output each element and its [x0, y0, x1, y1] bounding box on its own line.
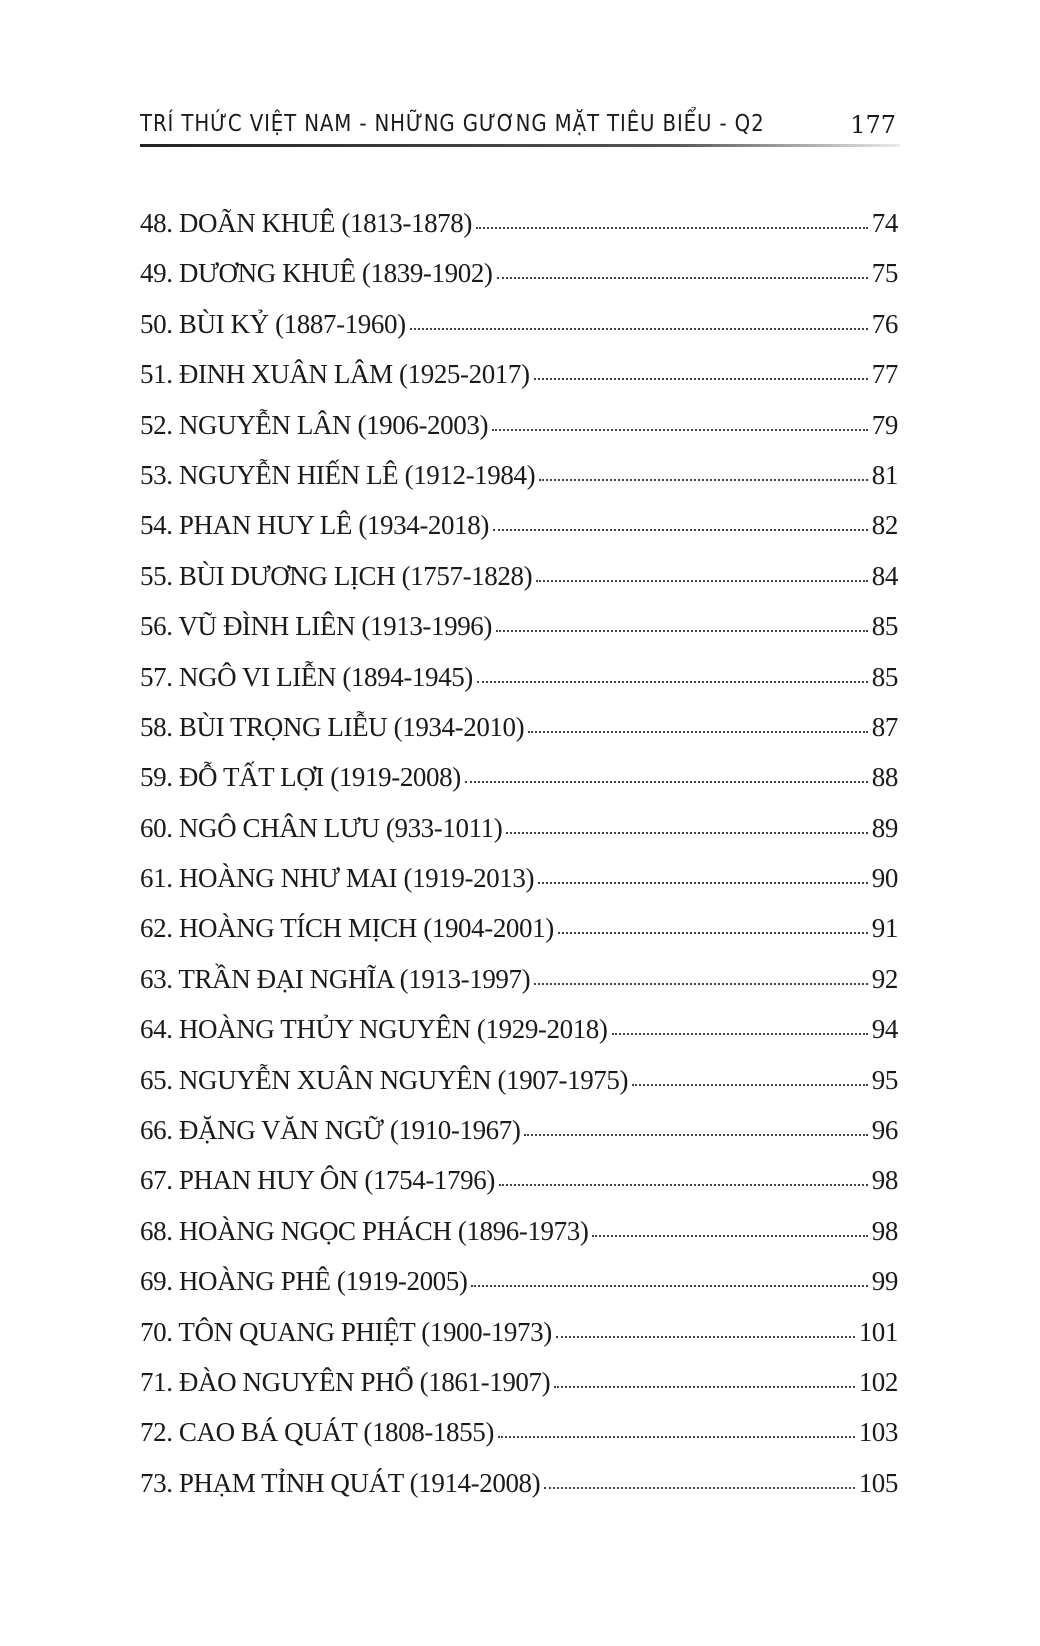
dot-leader: [496, 629, 868, 632]
toc-entry-page-number: 88: [871, 762, 898, 793]
toc-entry-title: 59. ĐỖ TẤT LỢI (1919-2008): [140, 762, 461, 793]
toc-entry[interactable]: [140, 1365, 898, 1415]
toc-entry-title: 52. NGUYỄN LÂN (1906-2003): [140, 409, 489, 440]
toc-entry[interactable]: [140, 710, 898, 760]
toc-entry-title: 61. HOÀNG NHƯ MAI (1919-2013): [140, 863, 535, 894]
toc-entry-page-number: 96: [871, 1115, 898, 1146]
toc-entry-page-number: 91: [871, 913, 898, 944]
toc-entry-page-number: 87: [871, 711, 898, 742]
page-header: [140, 108, 900, 142]
header-rule: [140, 144, 900, 147]
toc-entry-title: 49. DƯƠNG KHUÊ (1839-1902): [140, 258, 493, 289]
toc-entry-title: 65. NGUYỄN XUÂN NGUYÊN (1907-1975): [140, 1064, 629, 1095]
toc-entry-title: 50. BÙI KỶ (1887-1960): [140, 308, 406, 339]
dot-leader: [554, 1385, 854, 1388]
toc-entry-title: 63. TRẦN ĐẠI NGHĨA (1913-1997): [140, 963, 531, 994]
dot-leader: [632, 1083, 868, 1086]
toc-entry[interactable]: [140, 256, 898, 306]
toc-entry[interactable]: [140, 1214, 898, 1264]
dot-leader: [476, 226, 868, 229]
toc-entry[interactable]: [140, 811, 898, 861]
toc-entry-title: 48. DOÃN KHUÊ (1813-1878): [140, 208, 472, 238]
toc-entry[interactable]: [140, 559, 898, 609]
dot-leader: [477, 680, 868, 683]
dot-leader: [524, 1133, 867, 1136]
toc-entry-title: 60. NGÔ CHÂN LƯU (933-1011): [140, 812, 503, 843]
toc-entry-title: 62. HOÀNG TÍCH MỊCH (1904-2001): [140, 913, 554, 944]
dot-leader: [534, 982, 868, 985]
toc-entry[interactable]: [140, 508, 898, 558]
toc-entry-page-number: 90: [871, 863, 898, 894]
dot-leader: [612, 1032, 868, 1035]
toc-entry[interactable]: [140, 962, 898, 1012]
toc-entry-page-number: 85: [871, 661, 898, 692]
toc-entry-title: 69. HOÀNG PHÊ (1919-2005): [140, 1266, 468, 1297]
toc-entry[interactable]: [140, 1113, 898, 1163]
toc-entry-page-number: 102: [858, 1366, 898, 1397]
toc-entry[interactable]: [140, 609, 898, 659]
toc-entry[interactable]: [140, 911, 898, 961]
toc-entry[interactable]: [140, 1063, 898, 1113]
dot-leader: [465, 780, 868, 783]
toc-entry[interactable]: [140, 357, 898, 407]
toc-entry-page-number: 89: [871, 812, 898, 843]
toc-entry-title: 66. ĐẶNG VĂN NGỮ (1910-1967): [140, 1115, 521, 1146]
dot-leader: [499, 1183, 868, 1186]
toc-entry-title: 58. BÙI TRỌNG LIỄU (1934-2010): [140, 711, 525, 742]
toc-entry[interactable]: [140, 1163, 898, 1213]
toc-entry-page-number: 98: [871, 1215, 898, 1246]
toc-entry[interactable]: [140, 408, 898, 458]
toc-entry[interactable]: [140, 1466, 898, 1516]
toc-entry[interactable]: [140, 760, 898, 810]
toc-entry-page-number: 103: [858, 1417, 898, 1448]
toc-entry-page-number: 82: [871, 510, 898, 541]
toc-entry-page-number: 77: [871, 359, 898, 390]
toc-entry-title: 71. ĐÀO NGUYÊN PHỔ (1861-1907): [140, 1366, 551, 1397]
toc-entry-page-number: 94: [871, 1014, 898, 1045]
dot-leader: [538, 881, 868, 884]
table-of-contents: [140, 206, 898, 1516]
toc-entry-page-number: 74: [871, 208, 898, 238]
dot-leader: [506, 831, 867, 834]
running-title: TRÍ THỨC VIỆT NAM - NHỮNG GƯƠNG MẶT TIÊU BIỂU - Q2: [140, 111, 765, 137]
dot-leader: [556, 1335, 855, 1338]
toc-entry[interactable]: [140, 1415, 898, 1465]
toc-entry[interactable]: [140, 206, 898, 256]
dot-leader: [498, 1435, 855, 1438]
dot-leader: [492, 428, 868, 431]
toc-entry-page-number: 79: [871, 409, 898, 440]
toc-entry[interactable]: [140, 1264, 898, 1314]
toc-entry-page-number: 76: [871, 308, 898, 339]
toc-entry[interactable]: [140, 660, 898, 710]
toc-entry[interactable]: [140, 1315, 898, 1365]
toc-entry[interactable]: [140, 861, 898, 911]
toc-entry-title: 53. NGUYỄN HIẾN LÊ (1912-1984): [140, 459, 536, 490]
toc-entry-page-number: 84: [871, 560, 898, 591]
toc-entry-title: 68. HOÀNG NGỌC PHÁCH (1896-1973): [140, 1215, 589, 1246]
toc-entry-title: 70. TÔN QUANG PHIỆT (1900-1973): [140, 1316, 552, 1347]
dot-leader: [544, 1486, 854, 1489]
toc-entry-page-number: 105: [858, 1467, 898, 1498]
dot-leader: [493, 528, 868, 531]
toc-entry-title: 56. VŨ ĐÌNH LIÊN (1913-1996): [140, 611, 492, 642]
toc-entry-page-number: 85: [871, 611, 898, 642]
page-number: 177: [850, 111, 896, 139]
dot-leader: [471, 1284, 867, 1287]
toc-entry-title: 72. CAO BÁ QUÁT (1808-1855): [140, 1417, 494, 1448]
toc-entry[interactable]: [140, 458, 898, 508]
toc-entry-page-number: 75: [871, 258, 898, 289]
dot-leader: [497, 276, 868, 279]
toc-entry-title: 67. PHAN HUY ÔN (1754-1796): [140, 1165, 495, 1196]
toc-entry[interactable]: [140, 307, 898, 357]
dot-leader: [410, 327, 868, 330]
toc-entry-title: 51. ĐINH XUÂN LÂM (1925-2017): [140, 359, 530, 390]
toc-entry[interactable]: [140, 1012, 898, 1062]
dot-leader: [592, 1234, 867, 1237]
toc-entry-title: 54. PHAN HUY LÊ (1934-2018): [140, 510, 489, 541]
toc-entry-title: 57. NGÔ VI LIỄN (1894-1945): [140, 661, 473, 692]
toc-entry-page-number: 98: [871, 1165, 898, 1196]
toc-entry-page-number: 95: [871, 1064, 898, 1095]
toc-entry-title: 55. BÙI DƯƠNG LỊCH (1757-1828): [140, 560, 533, 591]
toc-entry-title: 73. PHẠM TỈNH QUÁT (1914-2008): [140, 1467, 541, 1498]
toc-entry-page-number: 81: [871, 459, 898, 490]
toc-entry-title: 64. HOÀNG THỦY NGUYÊN (1929-2018): [140, 1014, 608, 1045]
dot-leader: [534, 377, 868, 380]
toc-entry-page-number: 92: [871, 963, 898, 994]
toc-entry-page-number: 99: [871, 1266, 898, 1297]
dot-leader: [528, 730, 868, 733]
toc-entry-page-number: 101: [858, 1316, 898, 1347]
dot-leader: [539, 478, 868, 481]
dot-leader: [558, 931, 868, 934]
dot-leader: [536, 579, 868, 582]
